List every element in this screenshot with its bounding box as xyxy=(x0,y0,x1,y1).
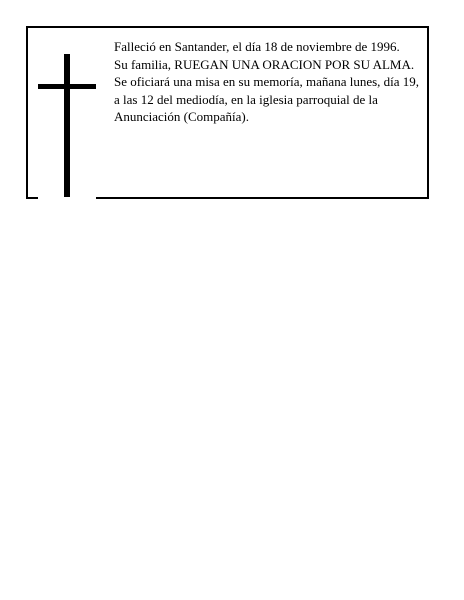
mass-announcement-line: Se oficiará una misa en su memoría, mañana lunes, día 19, a las 12 del mediodía, en la iglesia parroquial de la Anunciación (Compañía). xyxy=(114,74,420,124)
cross-icon xyxy=(64,54,70,197)
cross-icon-bar xyxy=(38,84,96,89)
death-notice-line: Falleció en Santander, el día 18 de noviembre de 1996. xyxy=(114,39,400,54)
prayer-request-line: Su familia, RUEGAN UNA ORACION POR SU ALMA. xyxy=(114,56,415,72)
obituary-text xyxy=(114,38,420,126)
